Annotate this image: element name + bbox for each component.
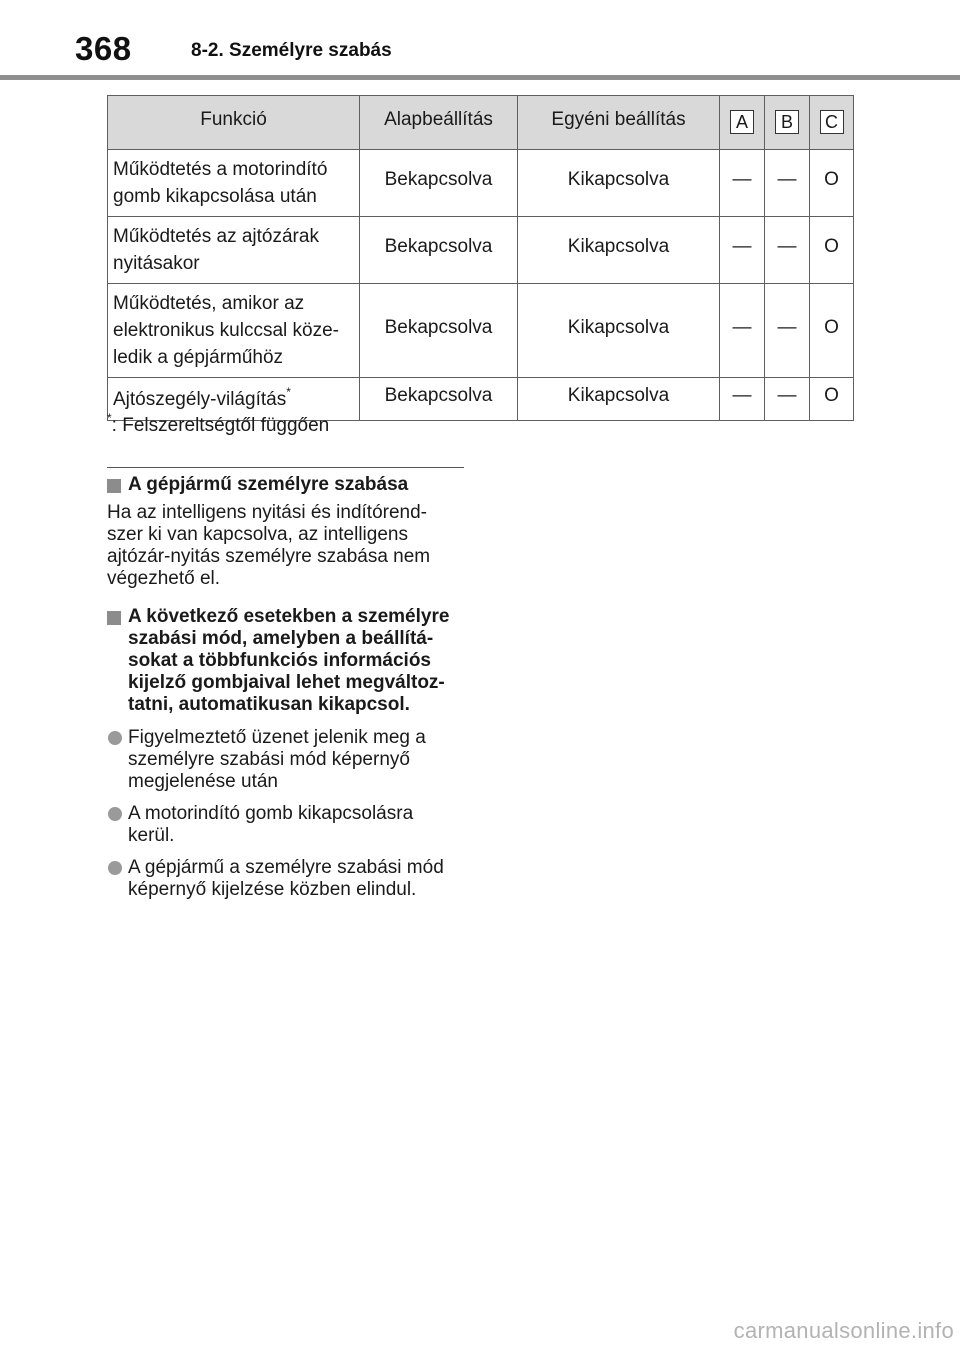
list-line: képernyő kijelzése közben elindul. bbox=[128, 879, 417, 900]
function-cell bbox=[108, 217, 360, 284]
list-line: A gépjármű a személyre szabási mód bbox=[128, 857, 444, 878]
list-item bbox=[107, 803, 467, 847]
function-line: Működtetés a motorindító bbox=[113, 159, 328, 180]
paragraph-line: végezhető el. bbox=[107, 568, 221, 589]
table-row bbox=[108, 150, 854, 217]
function-line: ledik a gépjárműhöz bbox=[113, 347, 284, 368]
b-cell: — bbox=[765, 284, 810, 378]
default-cell: Bekapcsolva bbox=[360, 217, 518, 284]
column-header-b bbox=[765, 96, 810, 150]
square-bullet-icon bbox=[107, 479, 121, 493]
list-line: megjelenése után bbox=[128, 771, 278, 792]
paragraph-line: ajtózár-nyitás személyre szabása nem bbox=[107, 546, 431, 567]
a-cell: — bbox=[720, 217, 765, 284]
b-cell: — bbox=[765, 378, 810, 421]
page-number: 368 bbox=[75, 30, 132, 67]
column-divider bbox=[107, 467, 464, 468]
column-header-a bbox=[720, 96, 765, 150]
paragraph bbox=[107, 502, 467, 590]
function-line: gomb kikapcsolása után bbox=[113, 186, 317, 207]
footnote-marker: * bbox=[286, 384, 291, 399]
section-heading-personalization bbox=[107, 474, 467, 496]
default-cell: Bekapcsolva bbox=[360, 284, 518, 378]
circle-bullet-icon bbox=[108, 861, 122, 875]
boxed-letter-b: B bbox=[775, 110, 799, 134]
watermark: carmanualsonline.info bbox=[733, 1318, 954, 1343]
section-title: 8-2. Személyre szabás bbox=[191, 40, 392, 61]
c-cell: O bbox=[810, 378, 854, 421]
b-cell: — bbox=[765, 217, 810, 284]
circle-bullet-icon bbox=[108, 807, 122, 821]
column-header-default: Alapbeállítás bbox=[360, 96, 518, 150]
heading-line: kijelző gombjaival lehet megváltoz- bbox=[128, 672, 445, 693]
function-line: Működtetés, amikor az bbox=[113, 293, 305, 314]
section-heading-auto-off bbox=[107, 606, 467, 716]
header-divider bbox=[0, 75, 960, 80]
list-line: A motorindító gomb kikapcsolásra bbox=[128, 803, 414, 824]
heading-line: sokat a többfunkciós információs bbox=[128, 650, 431, 671]
a-cell: — bbox=[720, 284, 765, 378]
boxed-letter-c: C bbox=[820, 110, 844, 134]
settings-table bbox=[107, 95, 854, 421]
table-row bbox=[108, 284, 854, 378]
custom-cell: Kikapcsolva bbox=[518, 150, 720, 217]
custom-cell: Kikapcsolva bbox=[518, 378, 720, 421]
footnote-text: : Felszereltségtől függően bbox=[111, 415, 330, 436]
heading-line: szabási mód, amelyben a beállítá- bbox=[128, 628, 434, 649]
function-line: nyitásakor bbox=[113, 253, 200, 274]
heading-line: A következő esetekben a személyre bbox=[128, 606, 450, 627]
custom-cell: Kikapcsolva bbox=[518, 217, 720, 284]
table-header-row bbox=[108, 96, 854, 150]
function-line: elektronikus kulccsal köze- bbox=[113, 320, 339, 341]
circle-bullet-icon bbox=[108, 731, 122, 745]
list-line: Figyelmeztető üzenet jelenik meg a bbox=[128, 727, 426, 748]
boxed-letter-a: A bbox=[730, 110, 754, 134]
function-cell bbox=[108, 284, 360, 378]
a-cell: — bbox=[720, 378, 765, 421]
footnote-mark: * bbox=[107, 411, 112, 425]
list-item bbox=[107, 857, 467, 901]
default-cell: Bekapcsolva bbox=[360, 378, 518, 421]
heading-line: tatni, automatikusan kikapcsol. bbox=[128, 694, 410, 715]
custom-cell: Kikapcsolva bbox=[518, 284, 720, 378]
b-cell: — bbox=[765, 150, 810, 217]
list-line: kerül. bbox=[128, 825, 175, 846]
function-line: Működtetés az ajtózárak bbox=[113, 226, 319, 247]
column-header-custom: Egyéni beállítás bbox=[518, 96, 720, 150]
function-cell bbox=[108, 150, 360, 217]
square-bullet-icon bbox=[107, 611, 121, 625]
c-cell: O bbox=[810, 150, 854, 217]
c-cell: O bbox=[810, 217, 854, 284]
paragraph-line: Ha az intelligens nyitási és indítórend- bbox=[107, 502, 428, 523]
table-row bbox=[108, 217, 854, 284]
column-header-c bbox=[810, 96, 854, 150]
list-line: személyre szabási mód képernyő bbox=[128, 749, 410, 770]
column-header-function: Funkció bbox=[108, 96, 360, 150]
default-cell: Bekapcsolva bbox=[360, 150, 518, 217]
table-footnote bbox=[107, 411, 330, 437]
function-line: Ajtószegély-világítás bbox=[113, 388, 287, 410]
text-column bbox=[107, 474, 467, 901]
heading-text: A gépjármű személyre szabása bbox=[128, 474, 409, 495]
c-cell: O bbox=[810, 284, 854, 378]
a-cell: — bbox=[720, 150, 765, 217]
list-item bbox=[107, 727, 467, 793]
paragraph-line: szer ki van kapcsolva, az intelligens bbox=[107, 524, 408, 545]
